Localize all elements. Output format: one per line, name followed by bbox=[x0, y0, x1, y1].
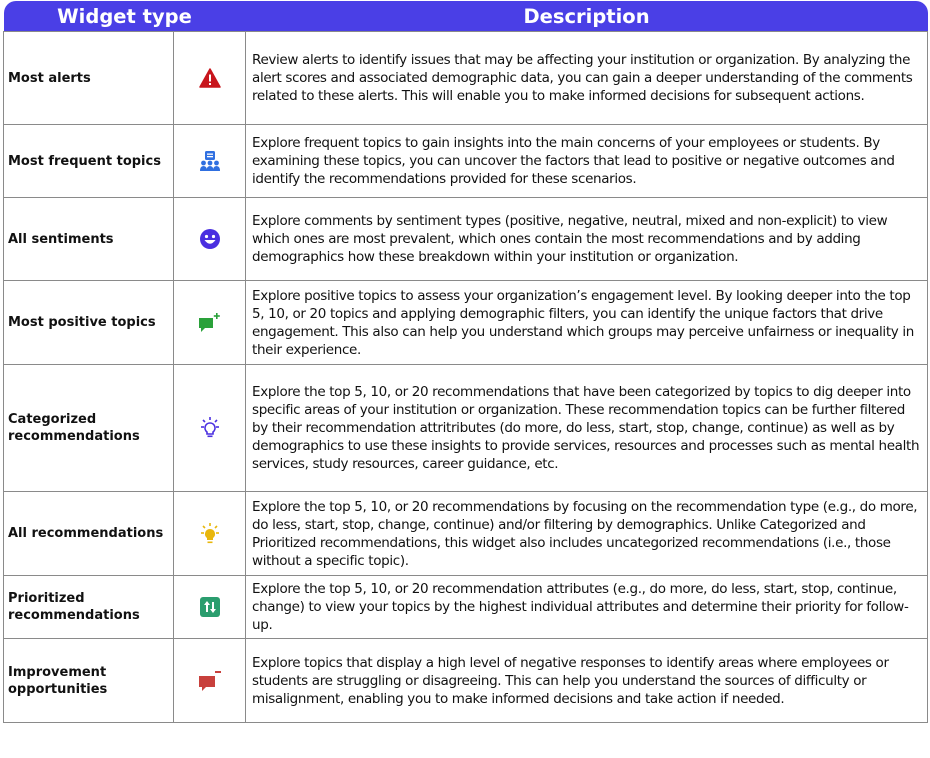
sort-arrows-icon bbox=[199, 596, 221, 618]
widget-icon-cell bbox=[174, 198, 246, 281]
widget-table-container bbox=[3, 1, 927, 723]
widget-name: Most positive topics bbox=[4, 281, 174, 365]
smiley-icon bbox=[199, 228, 221, 250]
widget-description: Review alerts to identify issues that may be affecting your institution or organization. By analyzing the alert scores and associated demographic data, you can gain a deeper understanding of the comments related to these alerts. This will enable you to make informed decisions for subsequent actions. bbox=[246, 32, 928, 125]
widget-description: Explore the top 5, 10, or 20 recommendations that have been categorized by topics to dig deeper into specific areas of your institution or organization. These recommendation topics can be further filtered by their recommendation attritributes (do more, do less, start, stop, change, continue) as well as by demographics to use these insights to provide services, resources and processes such as mental health services, study resources, career guidance, etc. bbox=[246, 365, 928, 492]
warning-icon bbox=[199, 68, 221, 88]
widget-description: Explore frequent topics to gain insights into the main concerns of your employees or students. By examining these topics, you can uncover the factors that lead to positive or negative outcomes and identify the recommendations provided for these scenarios. bbox=[246, 125, 928, 198]
table-row bbox=[4, 492, 928, 576]
comment-plus-icon bbox=[198, 312, 222, 334]
widget-name: Categorized recommendations bbox=[4, 365, 174, 492]
table-row bbox=[4, 198, 928, 281]
widget-icon-cell bbox=[174, 576, 246, 639]
widget-description: Explore positive topics to assess your organization’s engagement level. By looking deeper into the top 5, 10, or 20 topics and applying demographic filters, you can identify the unique factors that drive engagement. This also can help you understand which groups may perceive unfairness or inequality in their experience. bbox=[246, 281, 928, 365]
table-row bbox=[4, 576, 928, 639]
table-row bbox=[4, 365, 928, 492]
table-row bbox=[4, 32, 928, 125]
lightbulb-outline-icon bbox=[198, 416, 222, 440]
table-row bbox=[4, 639, 928, 723]
widget-name: Prioritized recommendations bbox=[4, 576, 174, 639]
table-header-row bbox=[4, 1, 928, 32]
widget-icon-cell bbox=[174, 32, 246, 125]
widget-icon-cell bbox=[174, 281, 246, 365]
header-description: Description bbox=[246, 1, 928, 32]
widget-icon-cell bbox=[174, 492, 246, 576]
widget-icon-cell bbox=[174, 365, 246, 492]
widget-name: All sentiments bbox=[4, 198, 174, 281]
widget-icon-cell bbox=[174, 125, 246, 198]
widget-description: Explore comments by sentiment types (positive, negative, neutral, mixed and non-explicit) to view which ones are most prevalent, which ones contain the most recommendations and by adding demographics how these breakdown within your institution or organization. bbox=[246, 198, 928, 281]
table-row bbox=[4, 125, 928, 198]
widget-icon-cell bbox=[174, 639, 246, 723]
lightbulb-filled-icon bbox=[198, 522, 222, 546]
widget-description: Explore topics that display a high level of negative responses to identify areas where employees or students are struggling or disagreeing. This can help you understand the sources of difficulty or misalignment, enabling you to make informed decisions and take action if needed. bbox=[246, 639, 928, 723]
widget-name: All recommendations bbox=[4, 492, 174, 576]
comment-minus-icon bbox=[198, 669, 222, 693]
group-topics-icon bbox=[199, 150, 221, 172]
header-widget-type: Widget type bbox=[4, 1, 246, 32]
widget-name: Most frequent topics bbox=[4, 125, 174, 198]
widget-description: Explore the top 5, 10, or 20 recommendations by focusing on the recommendation type (e.g., do more, do less, start, stop, change, continue) and/or filtering by demographics. Unlike Categorized and Prioritized recommendations, this widget also includes uncategorized recommendations (i.e., those without a specific topic). bbox=[246, 492, 928, 576]
widget-name: Most alerts bbox=[4, 32, 174, 125]
table-row bbox=[4, 281, 928, 365]
widget-description: Explore the top 5, 10, or 20 recommendation attributes (e.g., do more, do less, start, stop, continue, change) to view your topics by the highest individual attributes and determine their priority for follow-up. bbox=[246, 576, 928, 639]
widget-type-table bbox=[3, 1, 928, 723]
widget-name: Improvement opportunities bbox=[4, 639, 174, 723]
